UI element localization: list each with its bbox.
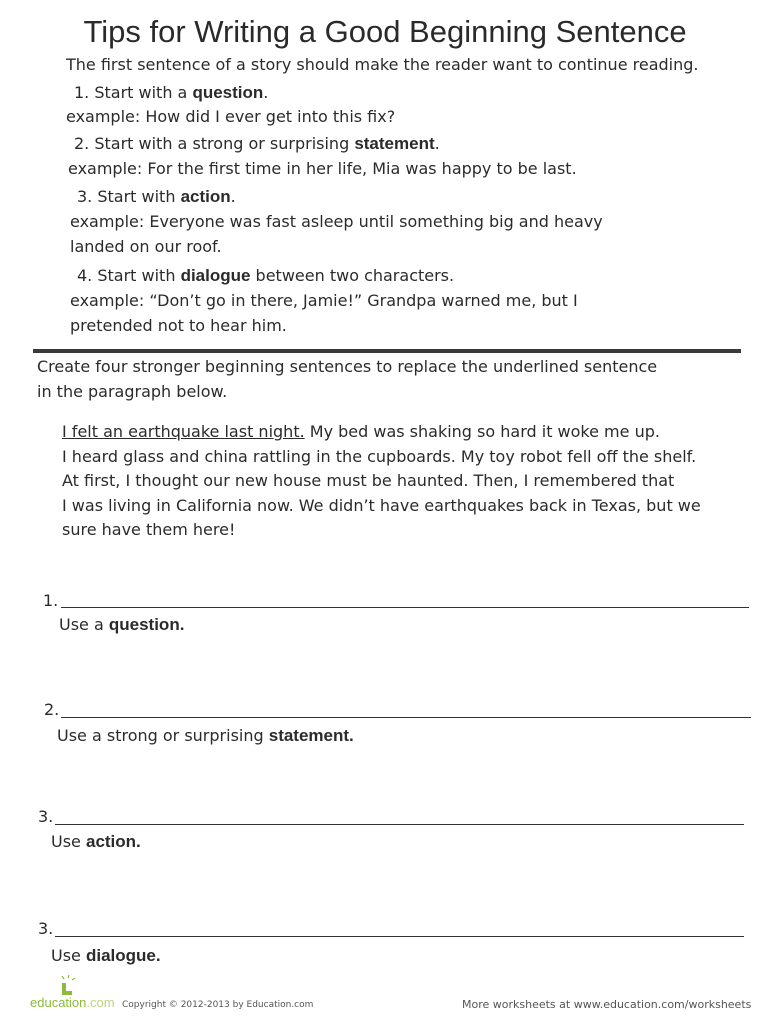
answer-4-line[interactable]	[55, 936, 744, 937]
tip-1-example: example: How did I ever get into this fix?	[66, 107, 396, 126]
answer-4-prompt-keyword: dialogue.	[85, 946, 161, 965]
tip-4-example-line-2: pretended not to hear him.	[70, 316, 287, 335]
answer-3-prompt	[51, 831, 141, 853]
answer-4-prompt-prefix: Use	[51, 946, 86, 965]
instructions-line-1: Create four stronger beginning sentences to replace the underlined sentence	[37, 357, 658, 376]
tip-2-prefix: 2. Start with a strong or surprising	[74, 134, 355, 153]
logo-text	[30, 995, 115, 1010]
tip-3	[77, 186, 236, 208]
tip-4-keyword: dialogue	[180, 266, 251, 285]
footer-copyright: Copyright © 2012-2013 by Education.com	[122, 1000, 314, 1010]
answer-2-prompt-prefix: Use a strong or surprising	[57, 726, 269, 745]
lightbulb-icon	[58, 975, 78, 997]
answer-2-number: 2.	[44, 700, 60, 719]
answer-3-number: 3.	[38, 807, 54, 826]
tip-4	[77, 265, 454, 287]
answer-3-line[interactable]	[55, 824, 744, 825]
tip-3-example-line-2: landed on our roof.	[70, 237, 222, 256]
tip-1-suffix: .	[263, 83, 269, 102]
answer-2-prompt	[57, 725, 354, 747]
logo-suffix: .com	[86, 995, 115, 1010]
answer-1-number: 1.	[43, 591, 59, 610]
answer-3-prompt-keyword: action.	[85, 832, 141, 851]
answer-1-prompt	[59, 614, 184, 636]
answer-4-prompt	[51, 945, 161, 967]
paragraph-first-rest: My bed was shaking so hard it woke me up.	[304, 422, 660, 441]
paragraph-line-5: sure have them here!	[62, 520, 236, 539]
answer-1-prompt-prefix: Use a	[59, 615, 109, 634]
answer-1-prompt-keyword: question.	[108, 615, 185, 634]
logo-main: education	[30, 995, 87, 1010]
answer-3-prompt-prefix: Use	[51, 832, 86, 851]
paragraph-line-2: I heard glass and china rattling in the cupboards. My toy robot fell off the shelf.	[62, 447, 697, 466]
tip-1-keyword: question	[192, 83, 264, 102]
tip-4-suffix: between two characters.	[250, 266, 455, 285]
tip-2-example: example: For the first time in her life, Mia was happy to be last.	[68, 159, 577, 178]
instructions-line-2: in the paragraph below.	[37, 382, 228, 401]
tip-2-suffix: .	[434, 134, 440, 153]
page-title: Tips for Writing a Good Beginning Sentence	[83, 14, 687, 49]
tip-4-prefix: 4. Start with	[77, 266, 181, 285]
tip-2-keyword: statement	[354, 134, 435, 153]
answer-1-line[interactable]	[61, 607, 749, 608]
tip-3-example-line-1: example: Everyone was fast asleep until something big and heavy	[70, 212, 603, 231]
tip-1-prefix: 1. Start with a	[74, 83, 193, 102]
paragraph-line-4: I was living in California now. We didn’t have earthquakes back in Texas, but we	[62, 496, 701, 515]
tip-3-prefix: 3. Start with	[77, 187, 181, 206]
footer-more-worksheets[interactable]: More worksheets at www.education.com/worksheets	[462, 998, 752, 1011]
subtitle: The first sentence of a story should make the reader want to continue reading.	[66, 55, 699, 74]
tip-1	[74, 82, 268, 104]
answer-2-prompt-keyword: statement.	[268, 726, 354, 745]
tip-2	[74, 133, 440, 155]
tip-3-suffix: .	[230, 187, 236, 206]
tip-3-keyword: action	[180, 187, 231, 206]
tip-4-example-line-1: example: “Don’t go in there, Jamie!” Grandpa warned me, but I	[70, 291, 578, 310]
paragraph-line-3: At first, I thought our new house must be haunted. Then, I remembered that	[62, 471, 675, 490]
paragraph-line-1	[62, 421, 660, 443]
underlined-sentence: I felt an earthquake last night.	[62, 422, 305, 441]
answer-4-number: 3.	[38, 919, 54, 938]
section-divider	[33, 349, 741, 353]
education-logo	[30, 975, 120, 1015]
answer-2-line[interactable]	[61, 717, 751, 718]
